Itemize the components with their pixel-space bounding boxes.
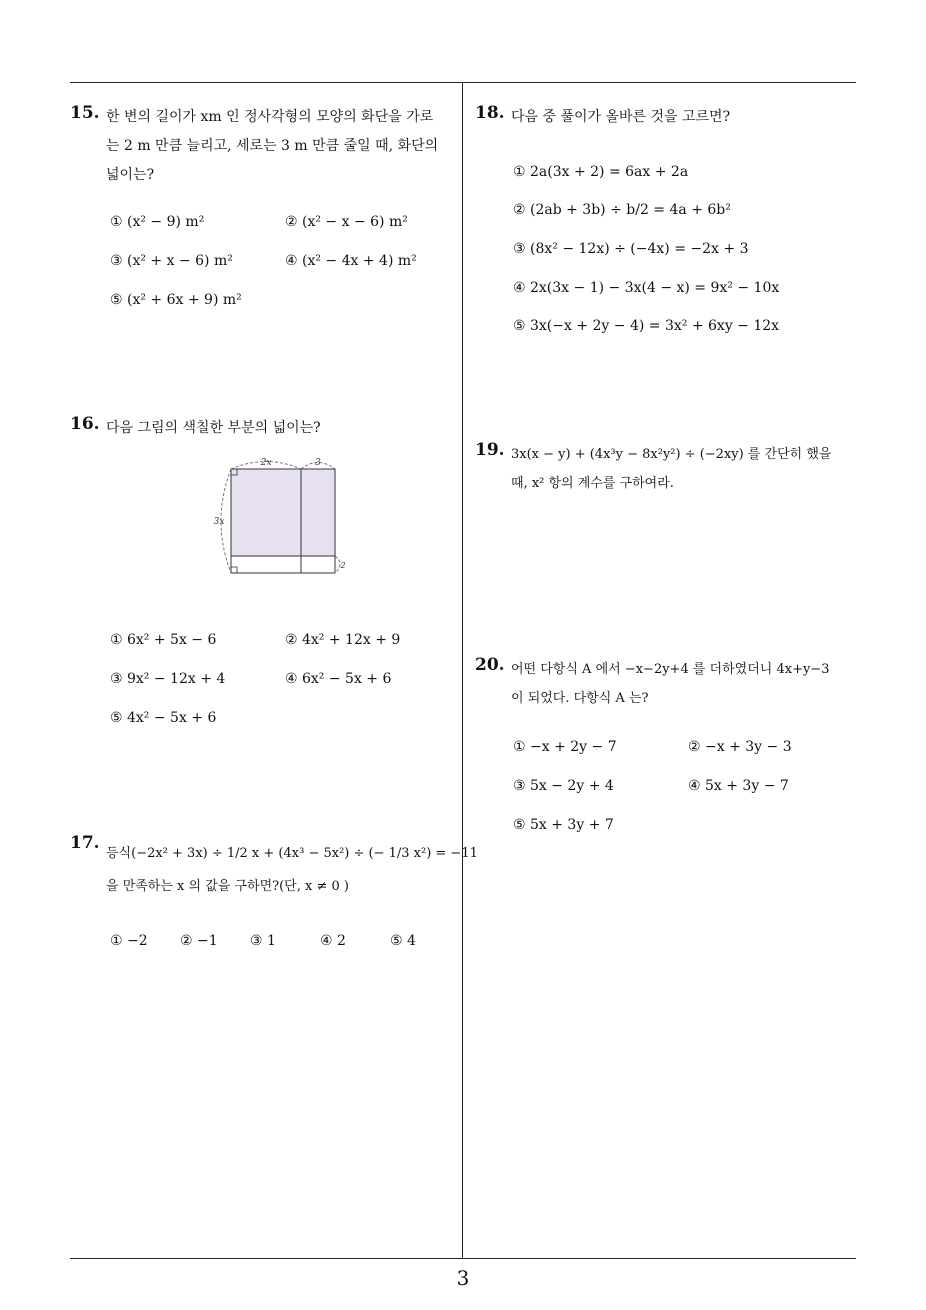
question-number: 16. bbox=[70, 414, 100, 434]
question-line: 어떤 다항식 A 에서 −x−2y+4 를 더하였더니 4x+y−3 bbox=[511, 662, 830, 677]
question-number: 17. bbox=[70, 833, 100, 853]
right-angle-mark bbox=[231, 567, 237, 573]
question-line: 는 2 m 만큼 늘리고, 세로는 3 m 만큼 줄일 때, 화단의 bbox=[106, 138, 439, 154]
dimension-label-3x: 3x bbox=[213, 517, 225, 527]
question-line: 3x(x − y) + (4x³y − 8x²y²) ÷ (−2xy) 를 간단히 했을 bbox=[511, 447, 832, 462]
question-number: 19. bbox=[475, 440, 505, 460]
column-divider bbox=[462, 82, 463, 1258]
question-number: 20. bbox=[475, 655, 505, 675]
answer-option[interactable]: ③ 9x² − 12x + 4 bbox=[110, 671, 226, 687]
answer-option[interactable]: ③ 1 bbox=[250, 933, 276, 949]
answer-option[interactable]: ① 2a(3x + 2) = 6ax + 2a bbox=[513, 164, 689, 180]
answer-option[interactable]: ① −2 bbox=[110, 933, 148, 949]
question-text: 다음 중 풀이가 올바른 것을 고르면? bbox=[511, 109, 731, 125]
answer-option[interactable]: ③ 5x − 2y + 4 bbox=[513, 778, 614, 794]
answer-option[interactable]: ⑤ 5x + 3y + 7 bbox=[513, 817, 614, 833]
answer-option[interactable]: ⑤ 4 bbox=[390, 933, 416, 949]
question-line: 넓이는? bbox=[106, 167, 155, 183]
answer-option[interactable]: ③ (x² + x − 6) m² bbox=[110, 253, 233, 269]
question-text bbox=[106, 839, 478, 901]
top-rule bbox=[70, 82, 856, 83]
question-line: 한 변의 길이가 xm 인 정사각형의 모양의 화단을 가로 bbox=[106, 109, 434, 125]
question-line: 등식(−2x² + 3x) ÷ 1/2 x + (4x³ − 5x²) ÷ (− 1/3 x²) = −11 bbox=[106, 846, 478, 861]
question-text bbox=[106, 103, 462, 190]
question-line: 때, x² 항의 계수를 구하여라. bbox=[511, 476, 674, 491]
dimension-arc bbox=[335, 556, 340, 573]
answer-option[interactable]: ② 4x² + 12x + 9 bbox=[285, 632, 401, 648]
answer-option[interactable]: ② (x² − x − 6) m² bbox=[285, 214, 408, 230]
answer-option[interactable]: ④ 6x² − 5x + 6 bbox=[285, 671, 392, 687]
dimension-label-2: 2 bbox=[340, 561, 346, 570]
answer-option[interactable]: ① 6x² + 5x − 6 bbox=[110, 632, 217, 648]
answer-option[interactable]: ⑤ 3x(−x + 2y − 4) = 3x² + 6xy − 12x bbox=[513, 318, 780, 334]
question-number: 18. bbox=[475, 103, 505, 123]
dimension-label-3: 3 bbox=[315, 458, 321, 468]
shaded-region bbox=[231, 469, 335, 556]
question-line: 이 되었다. 다항식 A 는? bbox=[511, 691, 649, 706]
answer-option[interactable]: ④ 2 bbox=[320, 933, 346, 949]
answer-option[interactable]: ④ (x² − 4x + 4) m² bbox=[285, 253, 417, 269]
answer-option[interactable]: ⑤ (x² + 6x + 9) m² bbox=[110, 292, 242, 308]
question-text: 다음 그림의 색칠한 부분의 넓이는? bbox=[106, 420, 321, 436]
question-number: 15. bbox=[70, 103, 100, 123]
question-line: 을 만족하는 x 의 값을 구하면?(단, x ≠ 0 ) bbox=[106, 879, 349, 894]
question-text bbox=[511, 655, 829, 713]
answer-option[interactable]: ④ 5x + 3y − 7 bbox=[688, 778, 789, 794]
dimension-label-2x: 2x bbox=[260, 458, 272, 468]
shaded-area-figure bbox=[205, 452, 355, 580]
answer-option[interactable]: ① (x² − 9) m² bbox=[110, 214, 205, 230]
answer-option[interactable]: ⑤ 4x² − 5x + 6 bbox=[110, 710, 217, 726]
answer-option[interactable]: ② −1 bbox=[180, 933, 218, 949]
answer-option[interactable]: ② −x + 3y − 3 bbox=[688, 739, 792, 755]
question-text bbox=[511, 440, 831, 498]
answer-option[interactable]: ② (2ab + 3b) ÷ b/2 = 4a + 6b² bbox=[513, 202, 731, 218]
answer-option[interactable]: ③ (8x² − 12x) ÷ (−4x) = −2x + 3 bbox=[513, 241, 749, 257]
bottom-rule bbox=[70, 1258, 856, 1259]
answer-option[interactable]: ④ 2x(3x − 1) − 3x(4 − x) = 9x² − 10x bbox=[513, 280, 780, 296]
page-number: 3 bbox=[456, 1266, 470, 1290]
answer-option[interactable]: ① −x + 2y − 7 bbox=[513, 739, 617, 755]
